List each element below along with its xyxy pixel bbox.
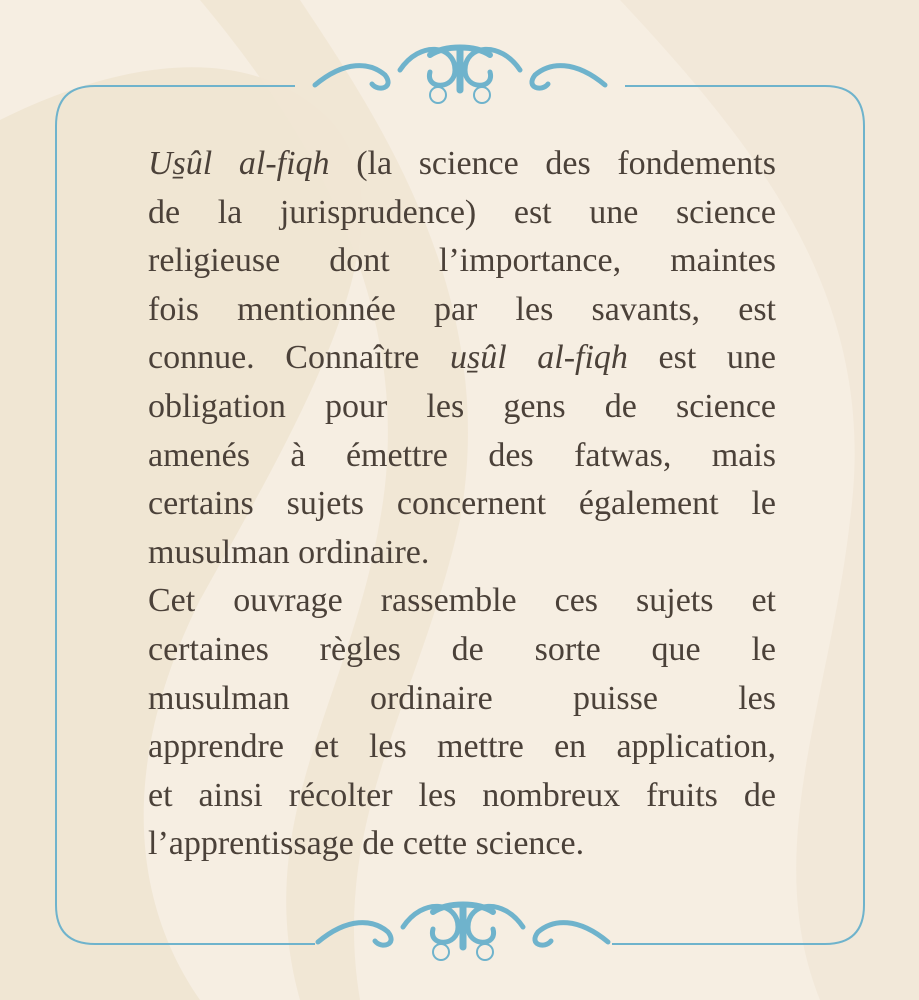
text-segment: obligation pour les gens de science	[148, 387, 776, 425]
text-segment: certains sujets concernent également le	[148, 485, 776, 523]
top-ornament-icon	[315, 48, 605, 104]
paragraph	[148, 140, 776, 577]
paragraph	[148, 577, 776, 869]
text-segment: religieuse dont l’importance, maintes	[148, 242, 776, 280]
text-line	[148, 675, 776, 724]
text-line	[148, 237, 776, 286]
text-line	[148, 480, 776, 529]
text-line	[148, 286, 776, 335]
text-segment: et ainsi récolter les nombreux fruits de	[148, 776, 776, 814]
text-segment: l’apprentissage de cette science.	[148, 825, 585, 863]
text-segment: (la science des fondements	[329, 145, 776, 182]
italic-term: Us̱ûl al-fiqh	[148, 145, 330, 182]
cover-text	[148, 140, 776, 869]
text-line	[148, 383, 776, 432]
text-line	[148, 334, 776, 383]
text-line	[148, 529, 776, 578]
text-segment: connue. Connaître	[148, 339, 450, 377]
text-line	[148, 626, 776, 675]
text-line	[148, 432, 776, 481]
text-line	[148, 189, 776, 238]
text-line	[148, 772, 776, 821]
text-segment: amenés à émettre des fatwas, mais	[148, 436, 776, 474]
text-segment: certaines règles de sorte que le	[148, 630, 776, 668]
text-segment: musulman ordinaire puisse les	[148, 679, 776, 717]
text-segment: Cet ouvrage rassemble ces sujets et	[148, 582, 776, 620]
text-segment: musulman ordinaire.	[148, 533, 430, 571]
text-segment: apprendre et les mettre en application,	[148, 728, 776, 766]
text-line	[148, 820, 776, 869]
text-segment: de la jurisprudence) est une science	[148, 193, 776, 231]
text-line	[148, 723, 776, 772]
text-line	[148, 577, 776, 626]
bottom-ornament-icon	[318, 905, 608, 961]
text-line	[148, 140, 776, 189]
italic-term: us̱ûl al-fiqh	[449, 339, 628, 377]
text-segment: fois mentionnée par les savants, est	[148, 290, 776, 328]
text-segment: est une	[627, 339, 776, 377]
